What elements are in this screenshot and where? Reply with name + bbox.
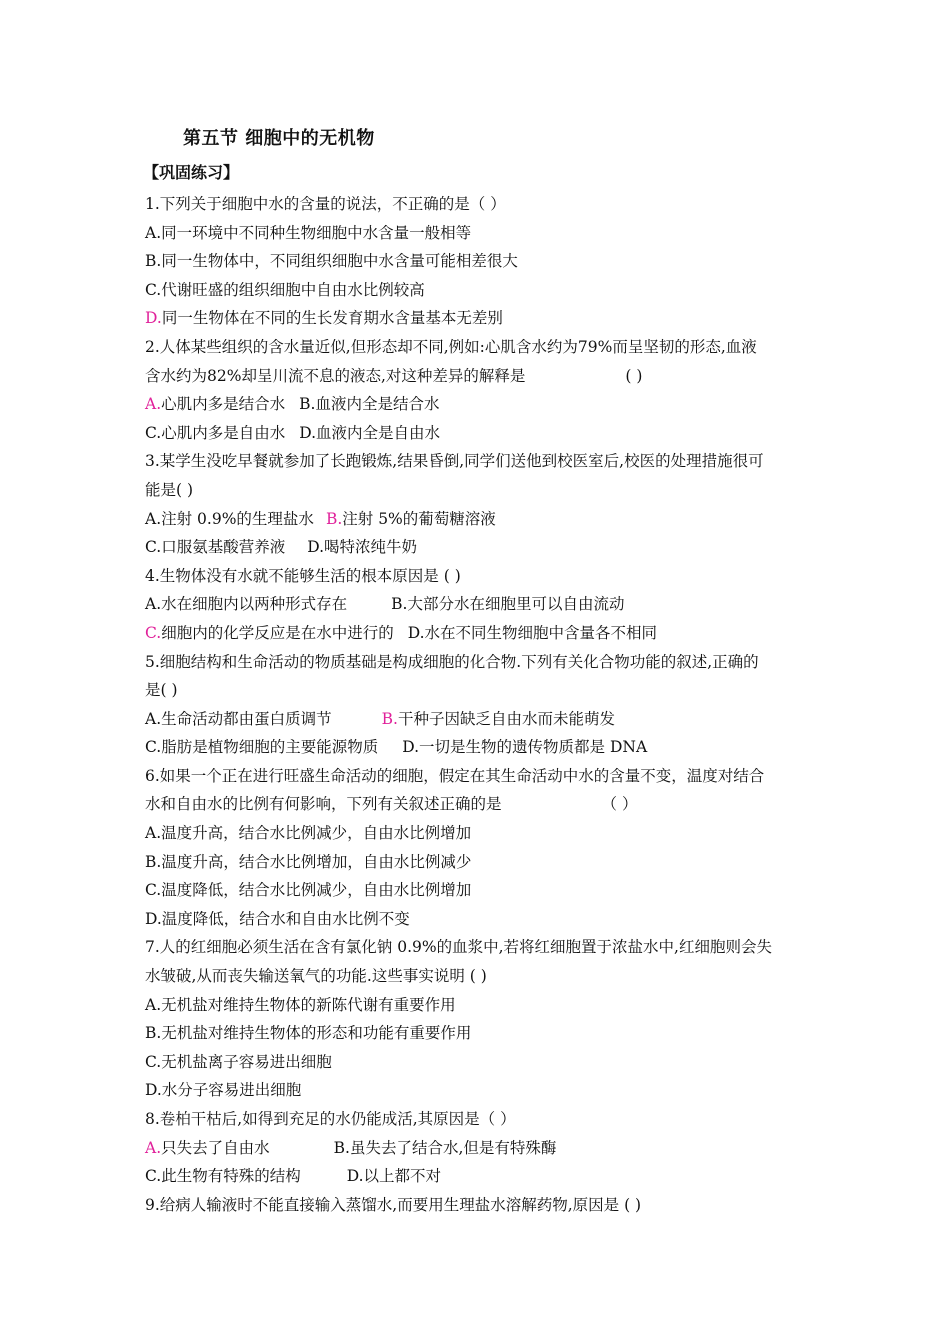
section-heading: 【巩固练习】 [143, 163, 240, 182]
question-1-option-d [145, 304, 815, 333]
option-c: C.脂肪是植物细胞的主要能源物质 [145, 738, 379, 757]
question-4-options-cd [145, 619, 815, 648]
question-9-stem: 9.给病人输液时不能直接输入蒸馏水,而要用生理盐水溶解药物,原因是 ( ) [145, 1195, 642, 1214]
question-8-stem: 8.卷柏干枯后,如得到充足的水仍能成活,其原因是（ ） [145, 1110, 516, 1128]
stem-text: 含水约为82%却呈川流不息的液态,对这种差异的解释是 [145, 366, 526, 385]
answer-blank: （ ） [601, 795, 638, 814]
answer-mark: B. [381, 709, 398, 728]
option-b: B.虽失去了结合水,但是有特殊酶 [333, 1138, 557, 1157]
option-a: A.生命活动都由蛋白质调节 [145, 709, 332, 728]
page-title: 第五节 细胞中的无机物 [183, 128, 375, 149]
option-a: A.水在细胞内以两种形式存在 [145, 595, 348, 614]
answer-mark: A. [145, 395, 162, 414]
question-list [145, 190, 815, 1219]
question-2-options-ab [145, 390, 815, 419]
question-6-stem-line-2 [145, 790, 815, 819]
question-7-option-b: B.无机盐对维持生物体的形态和功能有重要作用 [145, 1024, 472, 1043]
option-c: C.心肌内多是自由水 [145, 423, 286, 442]
question-8-options-cd [145, 1162, 815, 1191]
question-5-stem-line-2: 是( ) [145, 681, 178, 700]
question-5-stem-line-1: 5.细胞结构和生命活动的物质基础是构成细胞的化合物.下列有关化合物功能的叙述,正确的 [145, 652, 759, 671]
question-3-options-cd [145, 533, 815, 562]
answer-mark: B. [325, 509, 343, 528]
option-d: D.水在不同生物细胞中含量各不相同 [407, 623, 658, 642]
question-2-options-cd [145, 419, 815, 448]
question-2-stem-line-2 [145, 362, 815, 391]
question-4-stem: 4.生物体没有水就不能够生活的根本原因是 ( ) [145, 566, 461, 585]
question-8-options-ab [145, 1134, 815, 1163]
question-1-option-a: A.同一环境中不同种生物细胞中水含量一般相等 [145, 223, 472, 242]
stem-text: 水和自由水的比例有何影响，下列有关叙述正确的是 [145, 795, 502, 814]
option-b-text: 注射 5%的葡萄糖溶液 [342, 509, 496, 528]
answer-mark: C. [145, 623, 162, 642]
option-d: D.喝特浓纯牛奶 [307, 538, 418, 557]
option-b: B.血液内全是结合水 [299, 395, 440, 414]
option-c-text: 细胞内的化学反应是在水中进行的 [161, 623, 394, 642]
question-6-option-c: C.温度降低，结合水比例减少，自由水比例增加 [145, 881, 472, 900]
question-3-stem-line-1: 3.某学生没吃早餐就参加了长跑锻炼,结果昏倒,同学们送他到校医室后,校医的处理措施很可 [145, 452, 764, 471]
question-6-option-d: D.温度降低，结合水和自由水比例不变 [145, 909, 410, 928]
question-2-stem-line-1: 2.人体某些组织的含水量近似,但形态却不同,例如:心肌含水约为79%而呈坚韧的形态,血液 [145, 337, 757, 356]
option-b: B.大部分水在细胞里可以自由流动 [391, 595, 625, 614]
answer-blank: ( ) [625, 366, 643, 385]
question-7-stem-line-1: 7.人的红细胞必须生活在含有氯化钠 0.9%的血浆中,若将红细胞置于浓盐水中,红细胞则会失 [145, 938, 772, 957]
question-5-options-ab [145, 705, 815, 734]
option-b-text: 干种子因缺乏自由水而未能萌发 [397, 709, 615, 728]
question-7-stem-line-2: 水皱破,从而丧失输送氧气的功能.这些事实说明 ( ) [145, 967, 487, 986]
option-d: D.一切是生物的遗传物质都是 DNA [402, 738, 648, 757]
option-a: A.注射 0.9%的生理盐水 [145, 509, 314, 528]
question-5-options-cd [145, 733, 815, 762]
question-4-options-ab [145, 590, 815, 619]
option-c: C.口服氨基酸营养液 [145, 538, 286, 557]
answer-mark: D. [145, 309, 162, 328]
question-7-option-c: C.无机盐离子容易进出细胞 [145, 1052, 332, 1071]
question-7-option-a: A.无机盐对维持生物体的新陈代谢有重要作用 [145, 995, 456, 1014]
option-a-text: 心肌内多是结合水 [161, 395, 286, 414]
question-3-stem-line-2: 能是( ) [145, 480, 194, 499]
option-d: D.血液内全是自由水 [299, 423, 441, 442]
question-6-stem-line-1: 6.如果一个正在进行旺盛生命活动的细胞，假定在其生命活动中水的含量不变，温度对结合 [145, 766, 765, 785]
question-7-option-d: D.水分子容易进出细胞 [145, 1081, 302, 1100]
question-1-option-b: B.同一生物体中，不同组织细胞中水含量可能相差很大 [145, 252, 518, 271]
answer-mark: A. [145, 1138, 162, 1157]
question-1-stem: 1.下列关于细胞中水的含量的说法，不正确的是（ ） [145, 195, 506, 213]
option-c: C.此生物有特殊的结构 [145, 1167, 301, 1186]
option-text: 同一生物体在不同的生长发育期水含量基本无差别 [161, 309, 503, 328]
question-6-option-a: A.温度升高，结合水比例减少，自由水比例增加 [145, 824, 472, 843]
question-1-option-c: C.代谢旺盛的组织细胞中自由水比例较高 [145, 280, 425, 299]
question-6-option-b: B.温度升高，结合水比例增加，自由水比例减少 [145, 852, 472, 871]
question-3-options-ab [145, 505, 815, 534]
option-a-text: 只失去了自由水 [161, 1138, 270, 1157]
option-d: D.以上都不对 [346, 1167, 442, 1186]
